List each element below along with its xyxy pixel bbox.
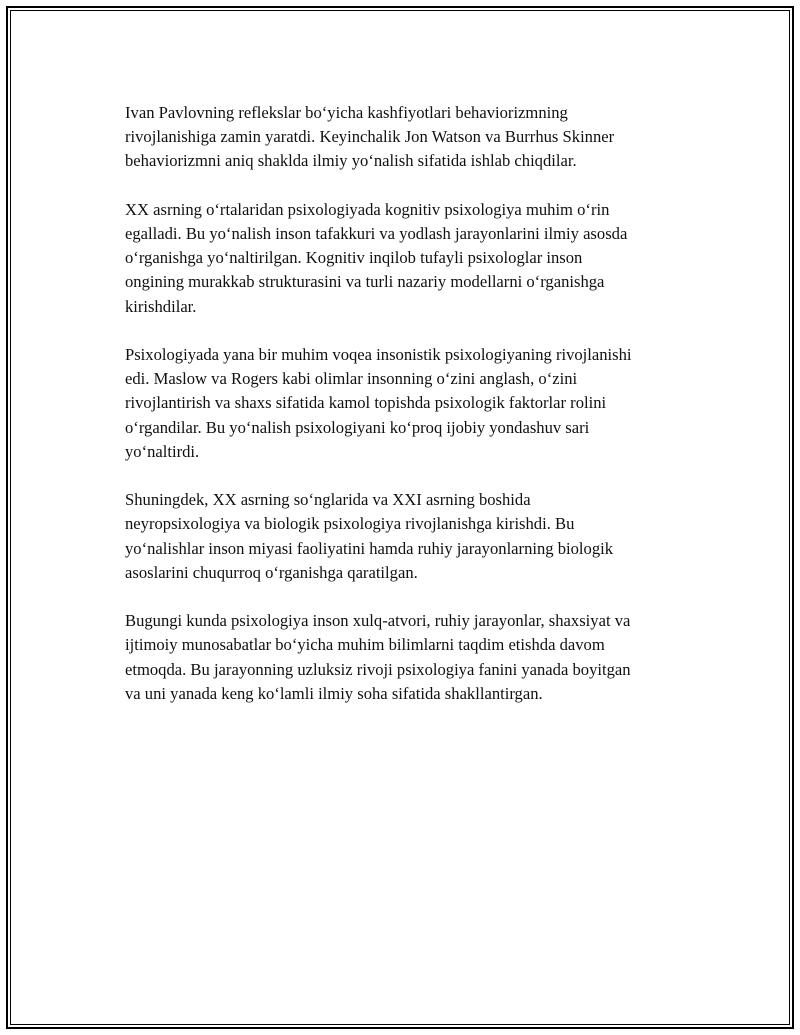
paragraph-1: Ivan Pavlovning reflekslar bo‘yicha kashfiyotlari behaviorizmning rivojlanishiga zamin yaratdi. Keyinchalik Jon Watson va Burrhus Skinner behaviorizmni aniq shaklda ilmiy yo‘nalish sifatida ishlab chiqdilar. — [125, 103, 615, 171]
paragraph-3: Psixologiyada yana bir muhim voqea insonistik psixologiyaning rivojlanishi edi. Maslow va Rogers kabi olimlar insonning o‘zini anglash, o‘zini rivojlantirish va shaxs sifatida kamol topishda psixologik faktorlar rolini o‘rgandilar. Bu yo‘nalish psixologiyani ko‘proq ijobiy yondashuv sari yo‘naltirdi. — [125, 345, 632, 461]
paragraph-2: XX asrning o‘rtalaridan psixologiyada kognitiv psixologiya muhim o‘rin egalladi. Bu yo‘nalish inson tafakkuri va yodlash jarayonlarini ilmiy asosda o‘rganishga yo‘naltirilgan. Kognitiv inqilob tufayli psixologlar inson ongining murakkab strukturasini va turli nazariy modellarni o‘rganishga kirishdilar. — [125, 199, 628, 316]
paragraph-5: Bugungi kunda psixologiya inson xulq-atvori, ruhiy jarayonlar, shaxsiyat va ijtimoiy munosabatlar bo‘yicha muhim bilimlarni taqdim etishda davom etmoqda. Bu jarayonning uzluksiz rivoji psixologiya fanini yanada boyitgan va uni yanada keng ko‘lamli ilmiy soha sifatida shakllantirgan. — [125, 611, 631, 703]
paragraph-4: Shuningdek, XX asrning so‘nglarida va XXI asrning boshida neyropsixologiya va biologik psixologiya rivojlanishga kirishdi. Bu yo‘nalishlar inson miyasi faoliyatini hamda ruhiy jarayonlarning biologik asoslarini chuqurroq o‘rganishga qaratilgan. — [125, 490, 614, 582]
document-body — [125, 101, 697, 730]
page-border — [6, 6, 794, 1029]
